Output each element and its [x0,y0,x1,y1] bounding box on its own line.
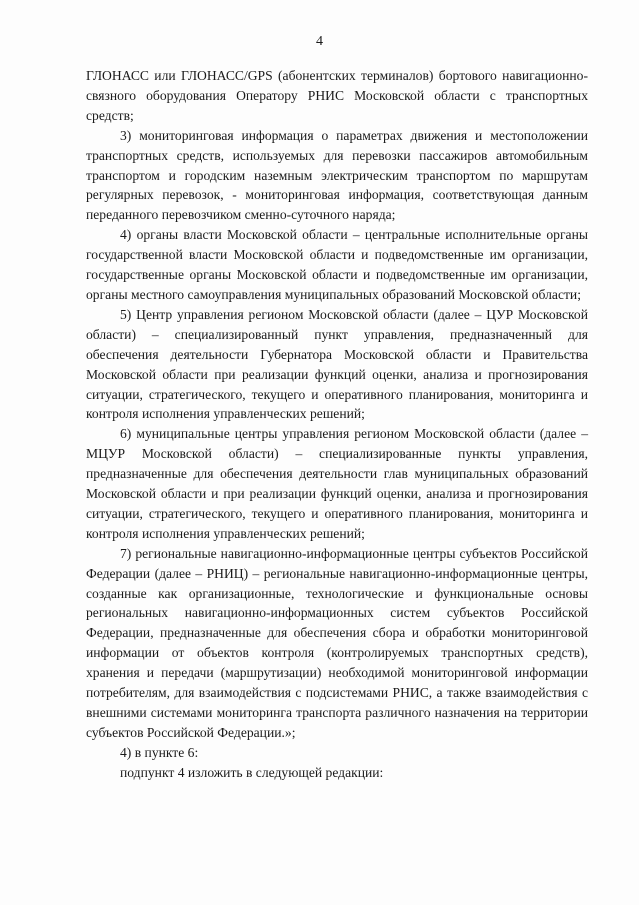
paragraph-item-7-rnic: 7) региональные навигационно-информационные центры субъектов Российской Федерации (далее – РНИЦ) – региональные навигационно-информационные центры, созданные как организационные, технологические и функциональные основы региональных навигационно-информационных систем субъектов Российской Федерации, предназначенные для обеспечения сбора и обработки мониторинговой информации от объектов контроля (контролируемых транспортных средств), хранения и передачи (маршрутизации) необходимой мониторинговой информации потребителям, для взаимодействия с подсистемами РНИС, а также взаимодействия с внешними системами мониторинга транспорта различного назначения на территории субъектов Российской Федерации.»; [86,545,588,740]
paragraph-item-4-authorities: 4) органы власти Московской области – центральные исполнительные органы государственной власти Московской области и подведомственные им организации, государственные органы Московской области и подведомственные им организации, органы местного самоуправления муниципальных образований Московской области; [86,227,588,302]
paragraph-subpoint-4: подпункт 4 изложить в следующей редакции: [120,764,384,780]
paragraph-item-5-cur: 5) Центр управления регионом Московской области (далее – ЦУР Московской области) – специализированный пункт управления, предназначенный для обеспечения деятельности Губернатора Московской области и Правительства Московской области при реализации функций оценки, анализа и прогнозирования ситуации, стратегического, текущего и оперативного планирования, мониторинга и контроля исполнения управленческих решений; [86,306,588,422]
paragraph-item-3-monitoring-info: 3) мониторинговая информация о параметрах движения и местоположении транспортных средств, используемых для перевозки пассажиров автомобильным транспортом и городским наземным электрическим транспортом по маршрутам регулярных перевозок, - мониторинговая информация, соответствующая данным переданного перевозчиком сменно-суточного наряда; [86,127,588,223]
paragraph-point-6: 4) в пункте 6: [120,744,199,760]
paragraph-glonass-continuation: ГЛОНАСС или ГЛОНАСС/GPS (абонентских терминалов) бортового навигационно-связного оборудования Оператору РНИС Московской области с транспортных средств; [86,68,588,123]
page-number: 4 [316,34,323,49]
paragraph-item-6-mcur: 6) муниципальные центры управления регионом Московской области (далее – МЦУР Московской области) – специализированные пункты управления, предназначенные для обеспечения деятельности глав муниципальных образований Московской области и при реализации функций оценки, анализа и прогнозирования ситуации, стратегического, текущего и оперативного планирования, мониторинга и контроля исполнения управленческих решений; [86,426,588,541]
document-body [86,66,588,783]
